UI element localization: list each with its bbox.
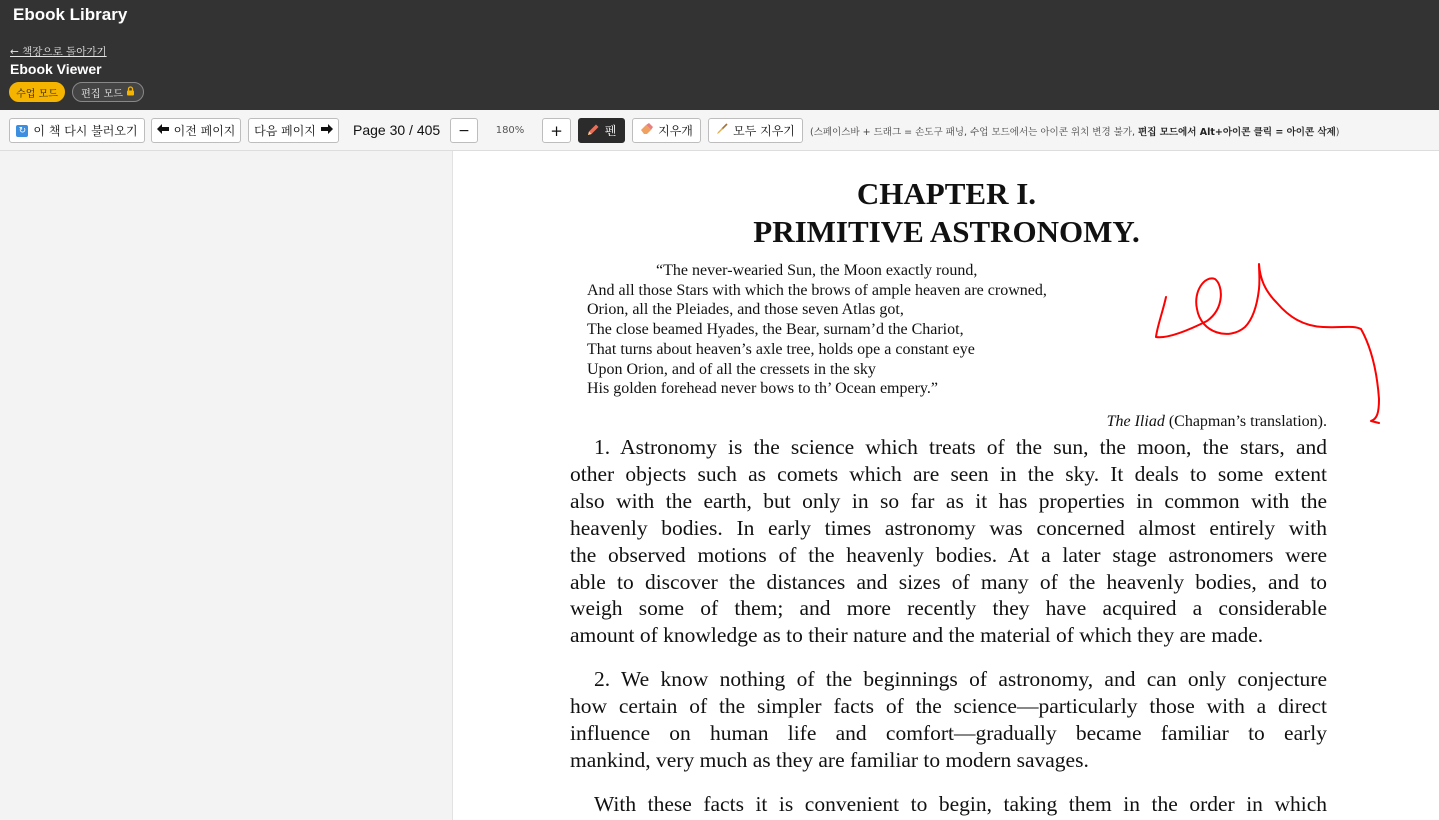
reload-book-label: 이 책 다시 불러오기 <box>33 124 138 138</box>
attribution-note: (Chapman’s translation). <box>1164 413 1327 430</box>
book-page[interactable] <box>452 151 1439 820</box>
viewer-toolbar <box>0 110 1439 151</box>
viewer-canvas[interactable] <box>0 151 1439 820</box>
paragraph-line: influence on human life and comfort—gradually became familiar to early <box>570 720 1327 745</box>
chapter-name: PRIMITIVE ASTRONOMY. <box>753 214 1140 249</box>
paragraph-2 <box>570 666 1327 774</box>
eraser-tool-label: 지우개 <box>658 124 693 138</box>
prev-page-button[interactable] <box>151 118 241 143</box>
paragraph-line: mankind, very much as they are familiar to modern savages. <box>570 747 1089 772</box>
paragraph-1 <box>570 434 1327 649</box>
attribution-work: The Iliad <box>1106 413 1165 430</box>
paragraph-line: how certain of the simpler facts of the science—particularly those with a direct <box>570 693 1327 718</box>
next-page-label: 다음 페이지 <box>254 124 316 138</box>
paragraph-line: 2. We know nothing of the beginnings of astronomy, and can only conjecture <box>594 667 1327 691</box>
paragraph-line: With these facts it is convenient to begin, taking them in the order in which <box>594 792 1327 816</box>
lock-icon <box>126 86 135 99</box>
class-mode-label: 수업 모드 <box>16 88 58 100</box>
class-mode-button[interactable] <box>9 82 65 102</box>
paragraph-line: also with the earth, but only in so far as it has properties in common with the <box>570 488 1327 513</box>
poem-line: The close beamed Hyades, the Bear, surnam’d the Chariot, <box>587 321 964 339</box>
help-text-bold: 편집 모드에서 Alt+아이콘 클릭 = 아이콘 삭제 <box>1138 127 1336 138</box>
clear-all-label: 모두 지우기 <box>733 124 795 138</box>
refresh-icon: ↻ <box>16 125 28 137</box>
next-page-button[interactable] <box>248 118 339 143</box>
epigraph-attribution <box>453 413 1327 431</box>
paragraph-line: 1. Astronomy is the science which treats of the sun, the moon, the stars, and <box>594 435 1327 459</box>
poem-line: Upon Orion, and of all the cressets in the sky <box>587 360 876 378</box>
clear-all-button[interactable] <box>708 118 803 143</box>
poem-line: Orion, all the Pleiades, and those seven Atlas got, <box>587 301 904 319</box>
viewer-title: Ebook Viewer <box>10 61 102 77</box>
arrow-right-icon <box>321 124 333 137</box>
eraser-icon <box>640 123 653 138</box>
app-title: Ebook Library <box>13 5 128 24</box>
reload-book-button[interactable] <box>9 118 145 143</box>
poem-line: “The never-wearied Sun, the Moon exactly round, <box>656 262 978 279</box>
chapter-number: CHAPTER I. <box>856 176 1037 211</box>
edit-mode-button[interactable] <box>72 82 144 102</box>
pen-tool-button[interactable] <box>578 118 625 143</box>
paragraph-line: amount of knowledge as to their nature and the material of which they are made. <box>570 623 1264 648</box>
paragraph-line: the observed motions of the heavenly bodies. At a later stage astronomers were <box>570 542 1327 567</box>
poem-line: And all those Stars with which the brows of ample heaven are crowned, <box>587 281 1047 299</box>
edit-mode-label: 편집 모드 <box>81 88 123 100</box>
pencil-icon <box>587 123 600 139</box>
poem-line: That turns about heaven’s axle tree, holds ope a constant eye <box>587 340 975 358</box>
prev-page-label: 이전 페이지 <box>173 124 236 138</box>
eraser-tool-button[interactable] <box>632 118 701 143</box>
paragraph-line: weigh some of them; and more recently they have acquired a considerable <box>570 596 1327 621</box>
help-text-suffix: ) <box>1335 127 1340 138</box>
paragraph-line: able to discover the distances and sizes of many of the heavenly bodies, and to <box>570 569 1327 594</box>
help-text-prefix: (스페이스바 + 드래그 = 손도구 패닝, 수업 모드에서는 아이콘 위치 변경 불가, <box>810 127 1139 138</box>
poem-line: His golden forehead never bows to th’ Ocean empery.” <box>587 380 938 398</box>
pen-tool-label: 펜 <box>604 124 617 138</box>
chapter-title <box>453 175 1439 251</box>
zoom-out-button[interactable]: − <box>450 118 478 143</box>
zoom-level: 180% <box>495 125 525 136</box>
back-to-bookshelf-link[interactable]: ← 책장으로 돌아가기 <box>10 46 107 58</box>
paragraph-line: other objects such as comets which are seen in the sky. It deals to some extent <box>570 461 1327 486</box>
zoom-in-button[interactable]: + <box>542 118 571 143</box>
paragraph-3 <box>570 791 1327 818</box>
epigraph-poem <box>587 261 1047 399</box>
paragraph-line: heavenly bodies. In early times astronomy was concerned almost entirely with <box>570 515 1327 540</box>
page-indicator: Page 30 / 405 <box>353 122 441 138</box>
app-header <box>0 0 1439 110</box>
help-text <box>810 124 1340 138</box>
broom-icon <box>716 123 728 138</box>
arrow-left-icon <box>157 124 169 137</box>
